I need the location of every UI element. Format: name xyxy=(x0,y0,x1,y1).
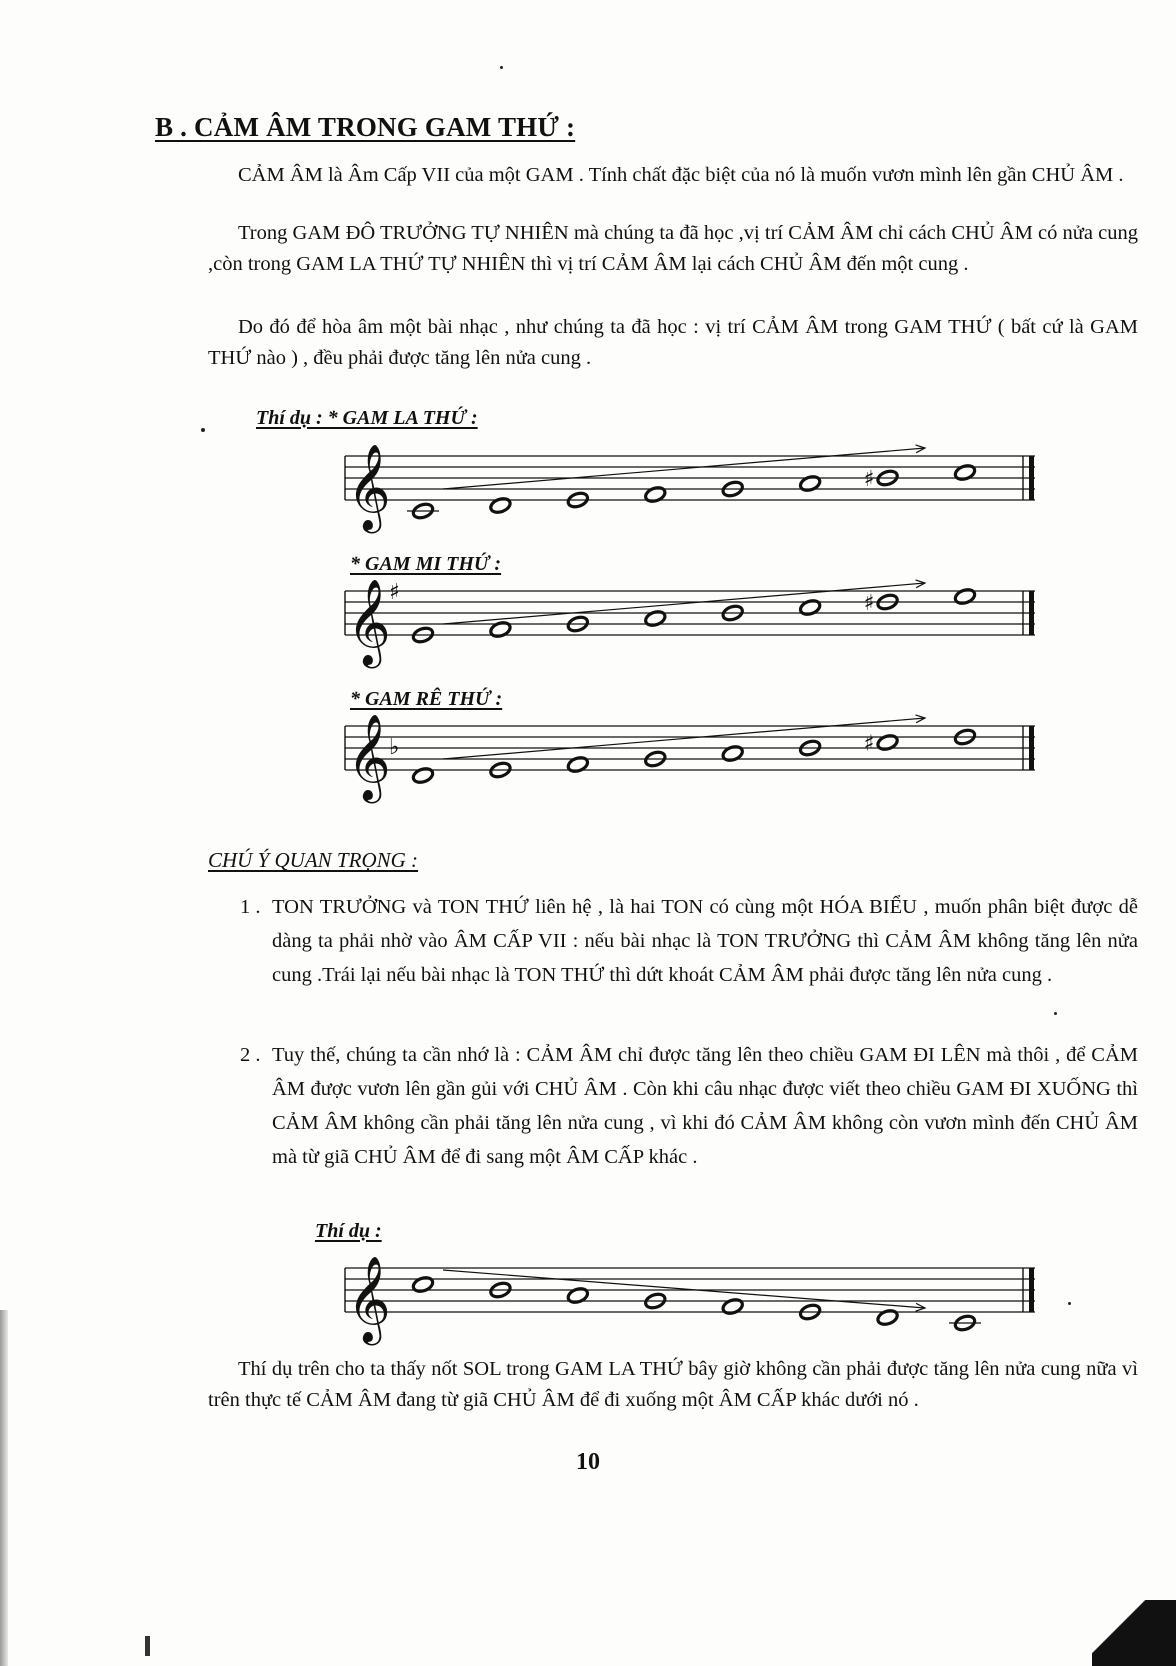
staff-a-minor-descending xyxy=(345,1252,1045,1357)
sharp-accidental-icon: ♯ xyxy=(863,467,875,492)
staff-e-minor xyxy=(345,575,1045,675)
staff-a-minor xyxy=(345,440,1045,545)
paragraph-3: Do đó để hòa âm một bài nhạc , như chúng ta đã học : vị trí CẢM ÂM trong GAM THỨ ( bất cứ là GAM THỨ nào ) , đều phải được tăng lên nửa cung . xyxy=(208,316,1138,369)
whole-note xyxy=(566,755,589,773)
barline-final-thick xyxy=(1029,1268,1034,1312)
example-label-la-minor: Thí dụ : * GAM LA THỨ : xyxy=(256,407,478,429)
treble-clef-icon: 𝄞 xyxy=(347,444,391,530)
treble-clef-icon: 𝄞 xyxy=(347,579,391,665)
sharp-accidental-icon: ♯ xyxy=(863,731,875,757)
note-item-number: 1 . xyxy=(240,896,261,918)
key-signature-flat-icon: ♭ xyxy=(389,735,400,760)
scan-mark xyxy=(145,1636,150,1656)
whole-note xyxy=(644,485,667,503)
note-item-text: TON TRƯỞNG và TON THỨ liên hệ , là hai TON có cùng một HÓA BIỂU , muốn phân biệt được dễ dàng ta phải nhờ vào ÂM CẤP VII : nếu bài nhạc là TON TRƯỞNG thì CẢM ÂM không tăng lên nửa cung .Trái lại nếu bài nhạc là TON THỨ thì dứt khoát CẢM ÂM phải được tăng lên nửa cung . xyxy=(272,896,1138,986)
barline-final-thick xyxy=(1029,726,1034,770)
whole-note xyxy=(566,1286,589,1304)
direction-arrow xyxy=(443,1270,925,1308)
example-label-re-minor: * GAM RÊ THỨ : xyxy=(350,688,503,710)
note-item-1 xyxy=(240,890,1138,992)
whole-note xyxy=(799,598,822,616)
whole-note xyxy=(876,1308,899,1326)
treble-clef-icon: 𝄞 xyxy=(347,714,391,800)
closing-paragraph: Thí dụ trên cho ta thấy nốt SOL trong GAM LA THỨ bây giờ không cần phải được tăng lên nửa cung nữa vì trên thực tế CẢM ÂM đang từ giã CHỦ ÂM để đi xuống một ÂM CẤP khác dưới nó . xyxy=(208,1358,1138,1411)
whole-note xyxy=(721,744,744,762)
scan-speck xyxy=(500,66,503,69)
example-label-descending: Thí dụ : xyxy=(315,1220,382,1242)
whole-note xyxy=(953,587,976,605)
section-heading: B . CẢM ÂM TRONG GAM THỨ : xyxy=(155,112,576,142)
direction-arrow xyxy=(443,718,925,759)
whole-note xyxy=(489,620,512,638)
scan-speck xyxy=(201,428,205,432)
whole-note xyxy=(953,463,976,481)
note-item-text: Tuy thế, chúng ta cần nhớ là : CẢM ÂM chỉ được tăng lên theo chiều GAM ĐI LÊN mà thôi , để CẢM ÂM được vươn lên gần gủi với CHỦ ÂM . Còn khi câu nhạc được viết theo chiều GAM ĐI XUỐNG thì CẢM ÂM không cần phải tăng lên nửa cung , vì khi đó CẢM ÂM không còn vươn mình đến CHỦ ÂM mà từ giã CHỦ ÂM để đi sang một ÂM CẤP khác . xyxy=(272,1044,1138,1168)
direction-arrow xyxy=(443,583,925,624)
treble-clef-icon: 𝄞 xyxy=(347,1256,391,1342)
important-note-title: CHÚ Ý QUAN TRỌNG : xyxy=(208,848,419,872)
staff-d-minor xyxy=(345,710,1045,810)
scan-speck xyxy=(1054,1012,1057,1015)
whole-note xyxy=(876,733,899,751)
scan-corner-mark xyxy=(1092,1600,1176,1666)
scan-speck xyxy=(1068,1302,1071,1305)
scan-edge xyxy=(0,1310,8,1666)
sharp-accidental-icon: ♯ xyxy=(863,591,875,616)
page-number: 10 xyxy=(576,1449,600,1475)
direction-arrow xyxy=(443,448,925,489)
key-signature-sharp-icon: ♯ xyxy=(389,580,400,605)
barline-final-thick xyxy=(1029,456,1034,500)
barline-final-thick xyxy=(1029,591,1034,635)
whole-note xyxy=(721,1297,744,1315)
note-item-number: 2 . xyxy=(240,1044,261,1066)
whole-note xyxy=(799,474,822,492)
whole-note xyxy=(411,1275,434,1293)
paragraph-1: CẢM ÂM là Âm Cấp VII của một GAM . Tính chất đặc biệt của nó là muốn vươn mình lên gần CHỦ ÂM . xyxy=(238,164,1124,186)
note-item-2 xyxy=(240,1038,1138,1174)
whole-note xyxy=(411,766,434,784)
example-label-mi-minor: * GAM MI THỨ : xyxy=(350,553,502,575)
whole-note xyxy=(489,496,512,514)
paragraph-2: Trong GAM ĐÔ TRƯỞNG TỰ NHIÊN mà chúng ta đã học ,vị trí CẢM ÂM chỉ cách CHỦ ÂM có nửa cung ,còn trong GAM LA THỨ TỰ NHIÊN thì vị trí CẢM ÂM lại cách CHỦ ÂM đến một cung . xyxy=(208,222,1138,275)
whole-note xyxy=(644,609,667,627)
